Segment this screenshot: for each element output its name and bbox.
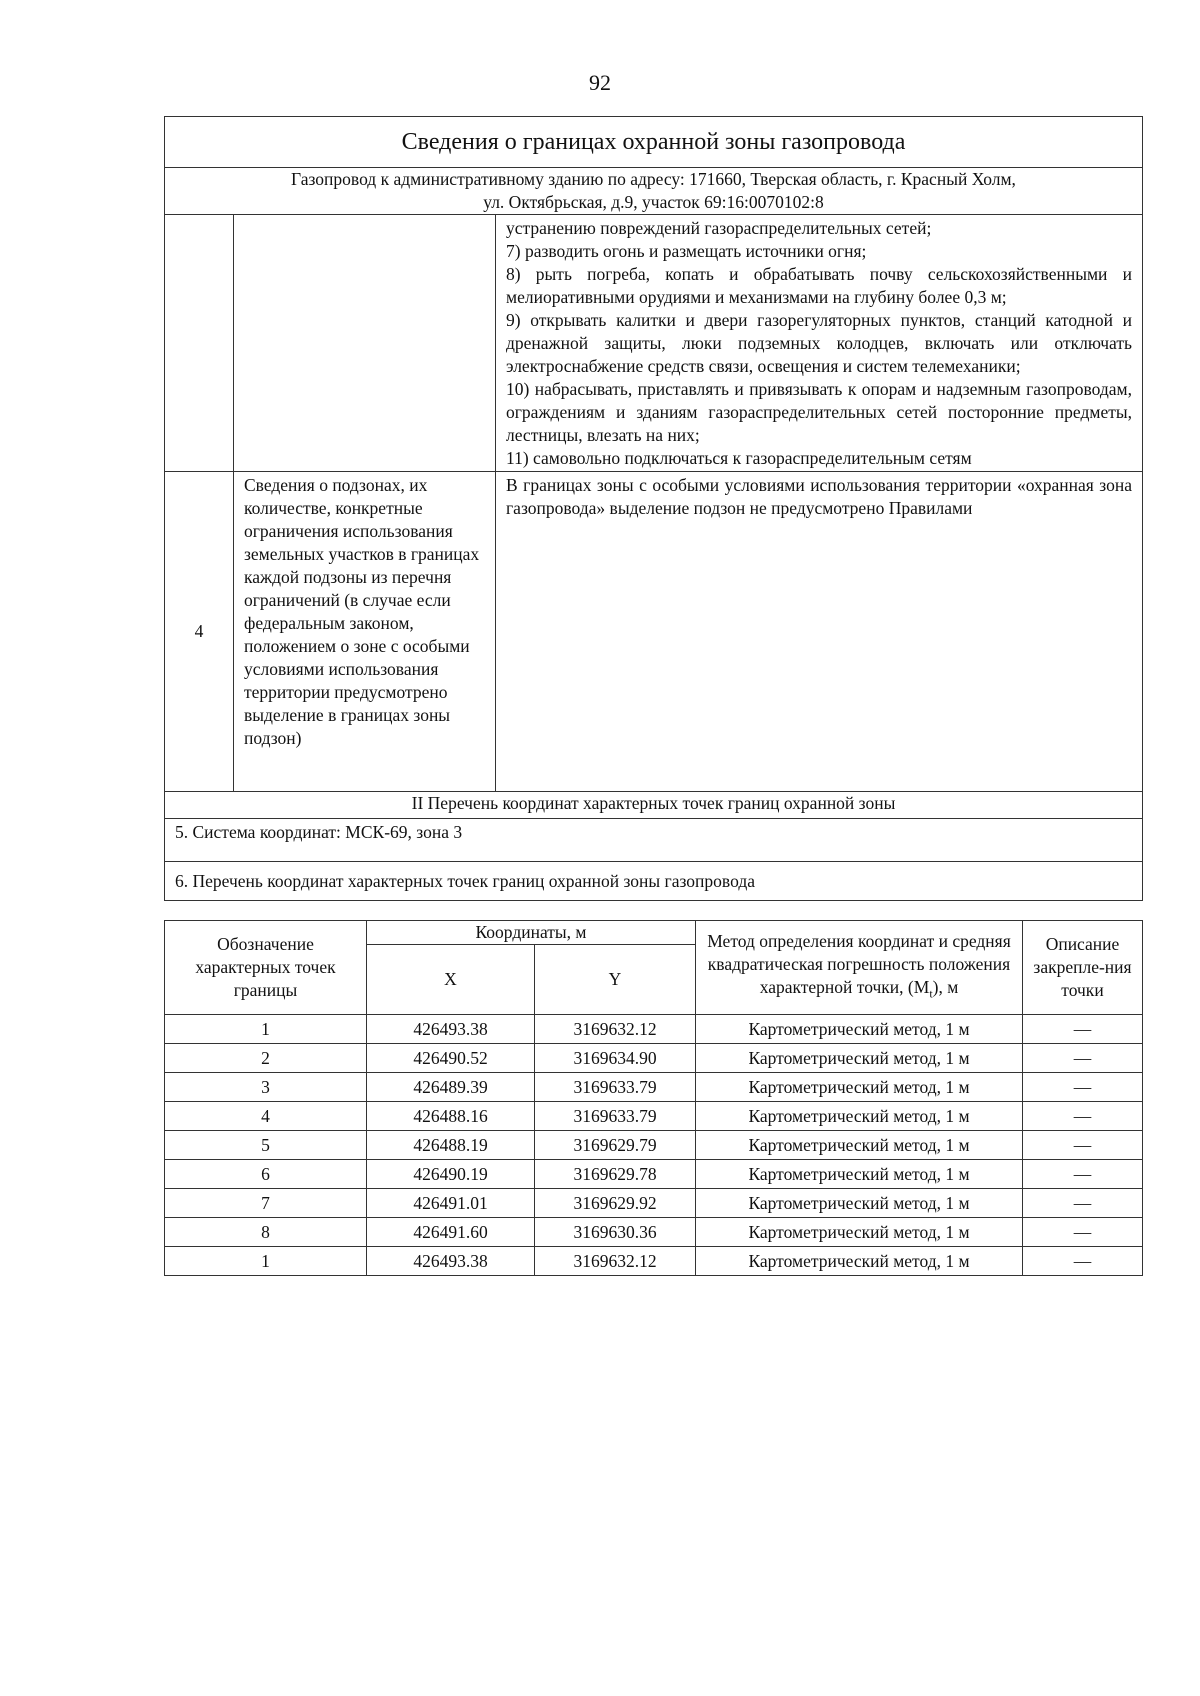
restriction-line: устранению повреждений газораспределительных сетей;	[506, 218, 932, 238]
title-row	[165, 117, 1143, 168]
restriction-line: 7) разводить огонь и размещать источники огня;	[506, 241, 867, 261]
y-value: 3169629.78	[535, 1160, 696, 1189]
subzones-value: В границах зоны с особыми условиями использования территории «охранная зона газопровода» выделение подзон не предусмотрено Правилами	[496, 472, 1143, 792]
header-method-subscript: t	[929, 986, 933, 1001]
point-id: 4	[165, 1102, 367, 1131]
method-value: Картометрический метод, 1 м	[696, 1160, 1023, 1189]
header-description: Описание закрепле-ния точки	[1023, 921, 1143, 1015]
header-method-text: Метод определения координат и средняя квадратическая погрешность положения характерной точки, (M	[707, 930, 1011, 997]
y-value: 3169632.12	[535, 1247, 696, 1276]
point-id: 5	[165, 1131, 367, 1160]
header-coordinates: Координаты, м	[367, 921, 696, 945]
section-2-row	[165, 792, 1143, 819]
coordinates-table	[164, 920, 1143, 1276]
point-id: 1	[165, 1247, 367, 1276]
y-value: 3169633.79	[535, 1073, 696, 1102]
point-id: 7	[165, 1189, 367, 1218]
coordinates-list-row	[165, 862, 1143, 901]
subzones-row	[165, 472, 1143, 792]
description-value: —	[1023, 1044, 1143, 1073]
restriction-line: 10) набрасывать, приставлять и привязывать к опорам и надземным газопроводам, ограждениям и зданиям газораспределительных сетей посторонние предметы, лестницы, влезать на них;	[506, 379, 1132, 445]
y-value: 3169633.79	[535, 1102, 696, 1131]
empty-label-cell	[234, 215, 496, 472]
restriction-line: 8) рыть погреба, копать и обрабатывать почву сельскохозяйственными и мелиоративными орудиями и механизмами на глубину более 0,3 м;	[506, 264, 1132, 307]
method-value: Картометрический метод, 1 м	[696, 1131, 1023, 1160]
method-value: Картометрический метод, 1 м	[696, 1218, 1023, 1247]
description-value: —	[1023, 1247, 1143, 1276]
empty-number-cell	[165, 215, 234, 472]
x-value: 426488.19	[367, 1131, 535, 1160]
subzones-label: Сведения о подзонах, их количестве, конкретные ограничения использования земельных участков в границах каждой подзоны из перечня ограничений (в случае если федеральным законом, положением о зоне с особыми условиями использования территории предусмотрено выделение в границах зоны подзон)	[234, 472, 496, 792]
subtitle-row	[165, 168, 1143, 215]
x-value: 426488.16	[367, 1102, 535, 1131]
header-x: X	[367, 945, 535, 1015]
table-row	[165, 1189, 1143, 1218]
table-row	[165, 1015, 1143, 1044]
table-row	[165, 1218, 1143, 1247]
description-value: —	[1023, 1218, 1143, 1247]
coordinate-system: 5. Система координат: МСК-69, зона 3	[165, 819, 1143, 862]
x-value: 426490.52	[367, 1044, 535, 1073]
subtitle-line-2: ул. Октябрьская, д.9, участок 69:16:0070102:8	[483, 192, 824, 212]
restriction-line: 11) самовольно подключаться к газораспределительным сетям	[506, 448, 972, 468]
point-id: 3	[165, 1073, 367, 1102]
page-number: 92	[589, 70, 611, 95]
y-value: 3169629.92	[535, 1189, 696, 1218]
description-value: —	[1023, 1189, 1143, 1218]
row-number: 4	[165, 472, 234, 792]
point-id: 6	[165, 1160, 367, 1189]
table-row	[165, 1160, 1143, 1189]
method-value: Картометрический метод, 1 м	[696, 1015, 1023, 1044]
header-y: Y	[535, 945, 696, 1015]
coordinate-system-row	[165, 819, 1143, 862]
header-method	[696, 921, 1023, 1015]
y-value: 3169629.79	[535, 1131, 696, 1160]
description-value: —	[1023, 1102, 1143, 1131]
x-value: 426489.39	[367, 1073, 535, 1102]
x-value: 426491.60	[367, 1218, 535, 1247]
restriction-line: 9) открывать калитки и двери газорегуляторных пунктов, станций катодной и дренажной защиты, люки подземных колодцев, включать или отключать электроснабжение средств связи, освещения и систем телемеханики;	[506, 310, 1132, 376]
point-id: 2	[165, 1044, 367, 1073]
description-value: —	[1023, 1131, 1143, 1160]
table-row	[165, 1102, 1143, 1131]
header-method-unit: ), м	[932, 976, 959, 997]
point-id: 8	[165, 1218, 367, 1247]
coordinates-list-title: 6. Перечень координат характерных точек границ охранной зоны газопровода	[165, 862, 1143, 901]
restrictions-continued-cell	[496, 215, 1143, 472]
method-value: Картометрический метод, 1 м	[696, 1189, 1023, 1218]
continued-restrictions-row	[165, 215, 1143, 472]
description-value: —	[1023, 1073, 1143, 1102]
description-value: —	[1023, 1160, 1143, 1189]
document-subtitle	[165, 168, 1143, 215]
x-value: 426493.38	[367, 1015, 535, 1044]
section-2-title: II Перечень координат характерных точек границ охранной зоны	[165, 792, 1143, 819]
y-value: 3169632.12	[535, 1015, 696, 1044]
y-value: 3169634.90	[535, 1044, 696, 1073]
x-value: 426493.38	[367, 1247, 535, 1276]
subtitle-line-1: Газопровод к административному зданию по адресу: 171660, Тверская область, г. Красный Холм,	[291, 169, 1016, 189]
header-point: Обозначение характерных точек границы	[165, 921, 367, 1015]
description-value: —	[1023, 1015, 1143, 1044]
table-row	[165, 1044, 1143, 1073]
table-row	[165, 1131, 1143, 1160]
document-title: Сведения о границах охранной зоны газопровода	[165, 117, 1143, 168]
zone-info-table	[164, 116, 1143, 901]
method-value: Картометрический метод, 1 м	[696, 1247, 1023, 1276]
method-value: Картометрический метод, 1 м	[696, 1073, 1023, 1102]
method-value: Картометрический метод, 1 м	[696, 1102, 1023, 1131]
y-value: 3169630.36	[535, 1218, 696, 1247]
table-row	[165, 1073, 1143, 1102]
point-id: 1	[165, 1015, 367, 1044]
table-row	[165, 1247, 1143, 1276]
x-value: 426491.01	[367, 1189, 535, 1218]
x-value: 426490.19	[367, 1160, 535, 1189]
method-value: Картометрический метод, 1 м	[696, 1044, 1023, 1073]
